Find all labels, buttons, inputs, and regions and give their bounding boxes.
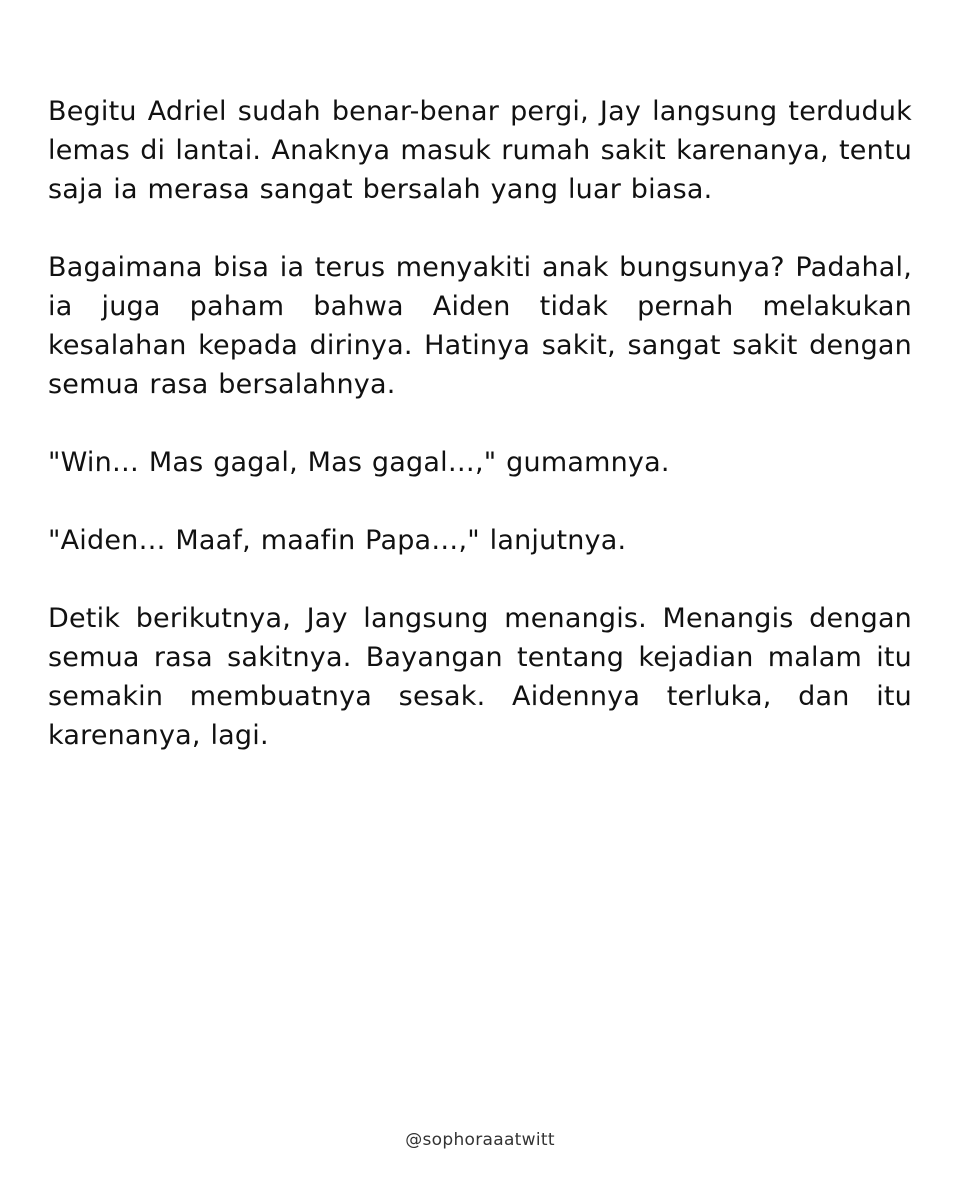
- paragraph-5: Detik berikutnya, Jay langsung menangis. Menangis dengan semua rasa sakitnya. Bayangan tentang kejadian malam itu semakin membuatnya sesak. Aidennya terluka, dan itu karenanya, lagi.: [48, 603, 912, 751]
- dialogue-line-1: "Win… Mas gagal, Mas gagal…," gumamnya.: [48, 447, 670, 478]
- paragraph-gap: [48, 209, 912, 248]
- paragraph-gap: [48, 404, 912, 443]
- paragraph-2: Bagaimana bisa ia terus menyakiti anak bungsunya? Padahal, ia juga paham bahwa Aiden tidak pernah melakukan kesalahan kepada dirinya. Hatinya sakit, sangat sakit dengan semua rasa bersalahnya.: [48, 252, 912, 400]
- paragraph-gap: [48, 482, 912, 521]
- author-handle: @sophoraaatwitt: [405, 1130, 555, 1150]
- paragraph-gap: [48, 560, 912, 599]
- paragraph-1: Begitu Adriel sudah benar-benar pergi, Jay langsung terduduk lemas di lantai. Anaknya masuk rumah sakit karenanya, tentu saja ia merasa sangat bersalah yang luar biasa.: [48, 96, 912, 205]
- dialogue-line-2: "Aiden… Maaf, maafin Papa…," lanjutnya.: [48, 525, 627, 556]
- story-text: [48, 92, 912, 755]
